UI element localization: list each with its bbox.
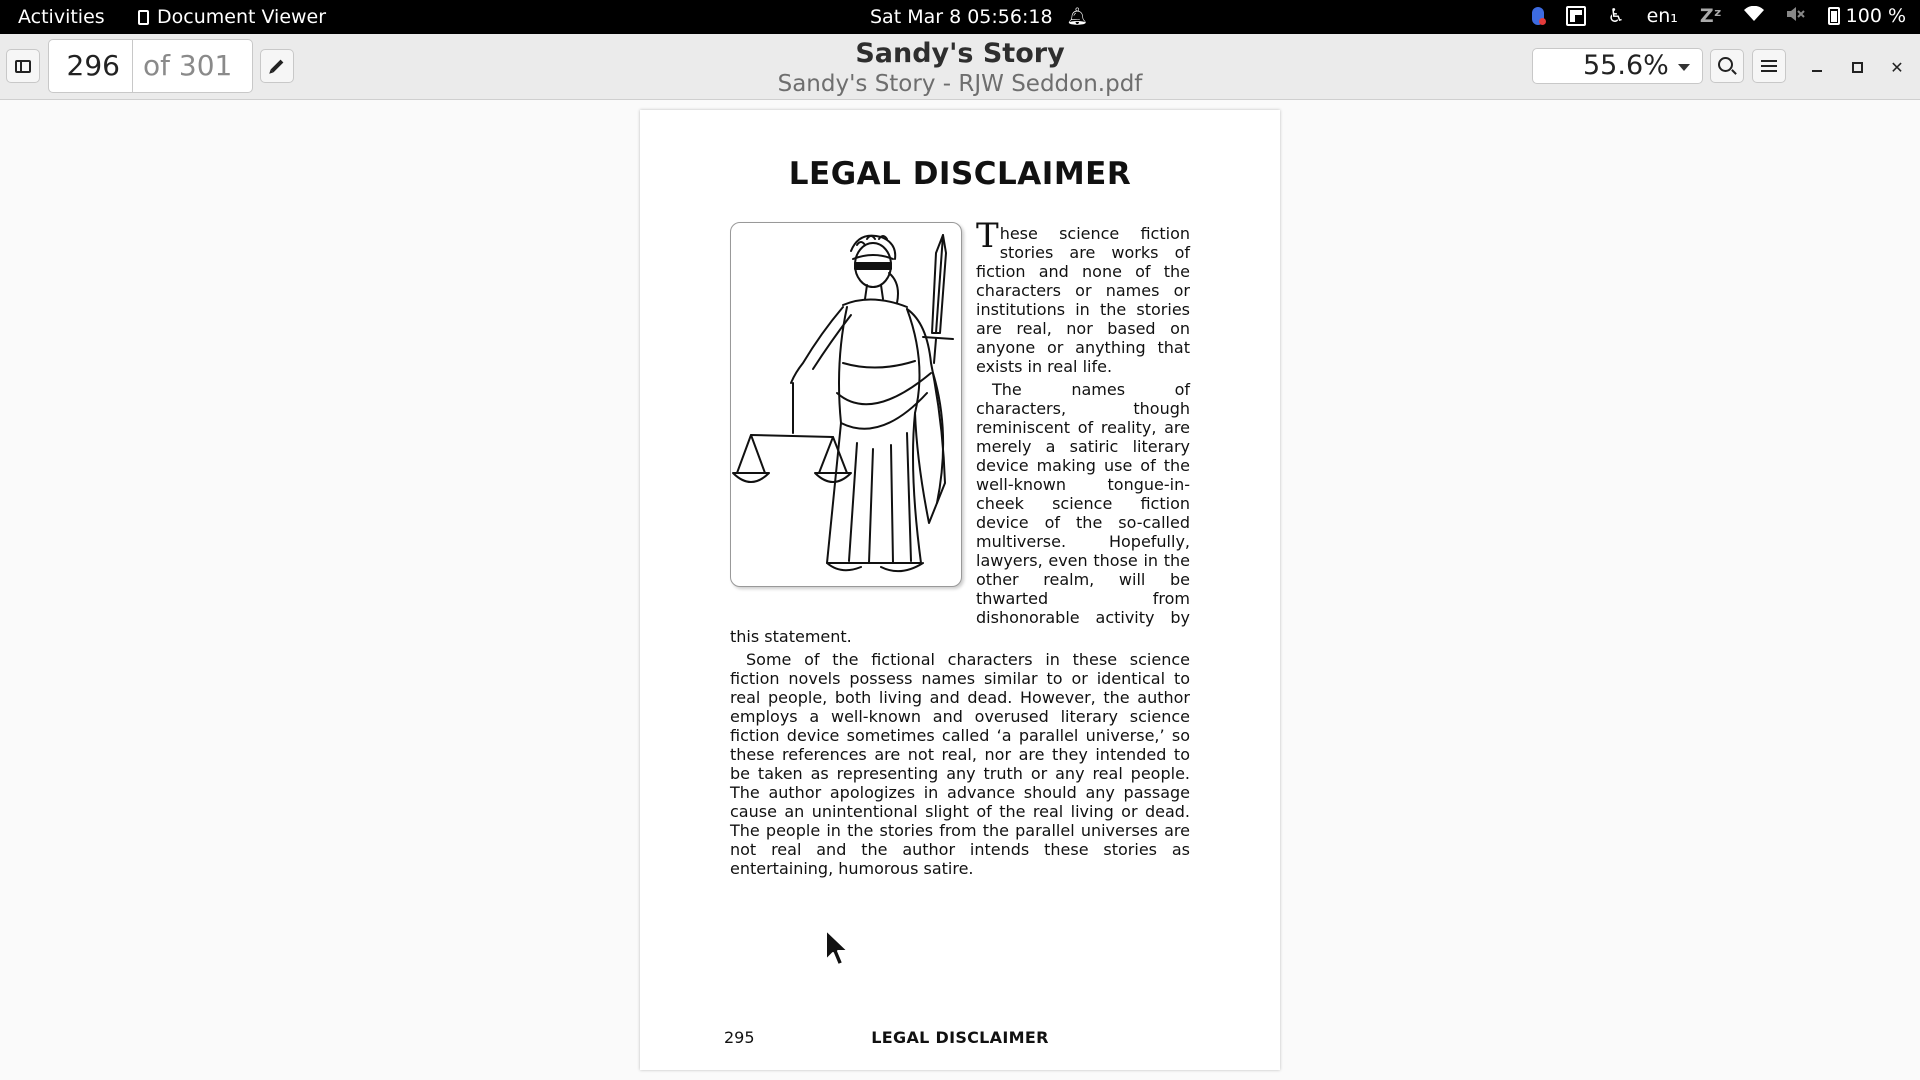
disclaimer-text <box>730 216 1190 882</box>
window-layout-icon[interactable] <box>1566 6 1586 26</box>
close-icon: ✕ <box>1890 57 1904 77</box>
clock-label: Sat Mar 8 05:56:18 <box>870 6 1053 28</box>
search-button[interactable] <box>1710 49 1744 83</box>
paragraph-2: The names of characters, though reminiscent of reality, are merely a satiric literary device making use of the well-known tongue-in-cheek science fiction device of the so-called multiverse. Hopefully, lawyers, even those in the other realm, will be thwarted from dishonorable activity by this statement. <box>730 380 1190 646</box>
page-heading: LEGAL DISCLAIMER <box>788 156 1132 192</box>
keyboard-layout-indicator[interactable]: en₁ <box>1646 5 1678 27</box>
accessibility-icon[interactable]: ♿︎ <box>1607 5 1625 27</box>
chevron-down-icon <box>1678 64 1690 71</box>
battery-label: 100 % <box>1845 5 1906 27</box>
page-selector <box>48 39 253 93</box>
bluetooth-icon[interactable] <box>1532 7 1544 25</box>
bell-icon: 🔔︎ <box>1066 7 1089 27</box>
minimize-icon <box>1812 70 1822 72</box>
document-page <box>640 110 1280 1070</box>
page-footer-number: 295 <box>724 1028 755 1047</box>
maximize-button[interactable] <box>1844 54 1870 80</box>
document-filename: Sandy's Story - RJW Seddon.pdf <box>777 71 1143 97</box>
dropcap-letter: T <box>976 216 999 256</box>
hamburger-menu-icon <box>1761 60 1777 72</box>
main-menu-button[interactable] <box>1752 49 1786 83</box>
sidebar-toggle-button[interactable] <box>6 49 40 83</box>
battery-icon <box>1828 7 1840 25</box>
battery-indicator[interactable] <box>1828 5 1906 27</box>
wifi-icon[interactable] <box>1744 5 1764 27</box>
volume-muted-icon[interactable] <box>1786 5 1806 27</box>
total-pages-label: of 301 <box>143 49 233 82</box>
pencil-icon <box>271 60 284 73</box>
document-viewer-icon <box>138 10 149 25</box>
document-title: Sandy's Story <box>855 38 1065 69</box>
paragraph-1: These science fiction stories are works of fiction and none of the characters or names or institutions in the stories are real, nor based on anyone or anything that exists in real life. <box>976 216 1190 376</box>
system-top-bar <box>0 0 1920 34</box>
document-viewport[interactable] <box>0 100 1920 1080</box>
page-footer-title: LEGAL DISCLAIMER <box>871 1028 1049 1047</box>
system-tray <box>1532 5 1906 27</box>
annotate-button[interactable] <box>260 49 294 83</box>
activities-button[interactable]: Activities <box>18 6 105 28</box>
sidebar-icon <box>15 60 31 73</box>
mouse-cursor-icon <box>824 928 850 968</box>
sleep-icon[interactable]: Zᶻ <box>1699 5 1722 27</box>
window-title <box>660 38 1260 98</box>
zoom-selector[interactable] <box>1532 48 1703 84</box>
clock-button[interactable] <box>870 6 1088 28</box>
zoom-value: 55.6% <box>1583 50 1669 81</box>
app-menu-button[interactable] <box>138 6 326 28</box>
maximize-icon <box>1852 62 1863 73</box>
close-button[interactable] <box>1884 54 1910 80</box>
search-icon <box>1718 57 1733 72</box>
paragraph-3: Some of the fictional characters in these science fiction novels possess names similar to or identical to real people, both living and dead. However, the author employs a well-known and overused literary science fiction device sometimes called ‘a parallel universe,’ so these references are not real, nor are they intended to be taken as representing any truth or any real people. The author apologizes in advance should any passage cause an unintentional slight of the real living or dead. The people in the stories from the parallel universes are not real and the author intends these stories as entertaining, humorous satire. <box>730 650 1190 878</box>
minimize-button[interactable] <box>1804 54 1830 80</box>
app-menu-label: Document Viewer <box>157 6 327 28</box>
current-page-input[interactable]: 296 <box>49 40 133 92</box>
document-viewer-header-bar <box>0 34 1920 100</box>
